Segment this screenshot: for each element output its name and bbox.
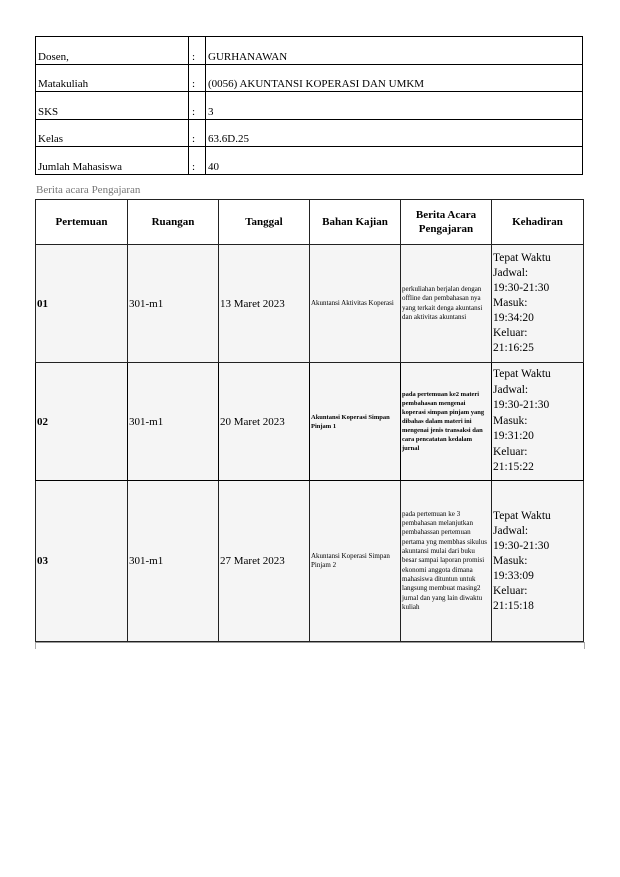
attendance-masuk-label: Masuk: [493, 297, 528, 309]
attendance-status: Tepat Waktu [493, 252, 551, 264]
cell-bahan-kajian: Akuntansi Aktivitas Koperasi [310, 245, 401, 363]
header-ruangan: Ruangan [128, 200, 219, 245]
info-row-matakuliah [36, 64, 583, 92]
info-value: GURHANAWAN [206, 37, 583, 65]
info-row-dosen [36, 37, 583, 65]
attendance-jadwal-label: Jadwal: [493, 267, 529, 279]
table-row [36, 245, 584, 363]
info-separator: : [189, 147, 206, 175]
info-label: Dosen, [36, 37, 189, 65]
table-continuation-edge [35, 642, 585, 649]
attendance-keluar-label: Keluar: [493, 327, 528, 339]
cell-ruangan: 301-m1 [128, 363, 219, 481]
cell-pertemuan: 01 [36, 245, 128, 363]
attendance-masuk: 19:33:09 [493, 569, 534, 582]
table-row [36, 363, 584, 481]
header-kehadiran: Kehadiran [492, 200, 584, 245]
cell-tanggal: 13 Maret 2023 [219, 245, 310, 363]
info-label: Kelas [36, 119, 189, 147]
cell-ruangan: 301-m1 [128, 245, 219, 363]
cell-bahan-kajian: Akuntansi Koperasi Simpan Pinjam 1 [310, 363, 401, 481]
info-separator: : [189, 119, 206, 147]
info-value: 3 [206, 92, 583, 120]
attendance-keluar-label: Keluar: [493, 445, 528, 458]
attendance-keluar: 21:15:18 [493, 599, 534, 612]
info-value: 40 [206, 147, 583, 175]
cell-kehadiran [492, 363, 584, 481]
attendance-keluar: 21:16:25 [493, 342, 534, 354]
attendance-jadwal: 19:30-21:30 [493, 399, 550, 412]
cell-berita-acara: pada pertemuan ke2 materi pembahasan mengenai koperasi simpan pinjam yang dibahas dalam materi ini mengenai jenis transaksi dan cara pencatatan kedalam jurnal [401, 363, 492, 481]
attendance-masuk: 19:34:20 [493, 312, 534, 324]
cell-kehadiran [492, 245, 584, 363]
attendance-masuk-label: Masuk: [493, 414, 528, 427]
header-berita-acara: Berita Acara Pengajaran [401, 200, 492, 245]
cell-kehadiran [492, 481, 584, 642]
info-separator: : [189, 37, 206, 65]
attendance-keluar: 21:15:22 [493, 461, 534, 474]
attendance-jadwal-label: Jadwal: [493, 524, 529, 537]
table-row [36, 481, 584, 642]
cell-pertemuan: 02 [36, 363, 128, 481]
course-info-table [35, 36, 583, 175]
header-tanggal: Tanggal [219, 200, 310, 245]
info-separator: : [189, 64, 206, 92]
header-bahan-kajian: Bahan Kajian [310, 200, 401, 245]
section-caption: Berita acara Pengajaran [36, 184, 141, 196]
cell-pertemuan: 03 [36, 481, 128, 642]
info-value: 63.6D.25 [206, 119, 583, 147]
info-label: Jumlah Mahasiswa [36, 147, 189, 175]
attendance-masuk-label: Masuk: [493, 554, 528, 567]
info-row-kelas [36, 119, 583, 147]
cell-ruangan: 301-m1 [128, 481, 219, 642]
attendance-jadwal: 19:30-21:30 [493, 539, 550, 552]
cell-tanggal: 20 Maret 2023 [219, 363, 310, 481]
info-separator: : [189, 92, 206, 120]
info-value: (0056) AKUNTANSI KOPERASI DAN UMKM [206, 64, 583, 92]
info-row-sks [36, 92, 583, 120]
info-label: Matakuliah [36, 64, 189, 92]
cell-berita-acara: perkuliahan berjalan dengan offline dan pembahasan nya yang terkait denga akuntansi dan aktivitas akuntansi [401, 245, 492, 363]
attendance-jadwal: 19:30-21:30 [493, 282, 550, 294]
cell-tanggal: 27 Maret 2023 [219, 481, 310, 642]
info-row-jumlah-mahasiswa [36, 147, 583, 175]
attendance-masuk: 19:31:20 [493, 430, 534, 443]
attendance-keluar-label: Keluar: [493, 584, 528, 597]
cell-bahan-kajian: Akuntansi Koperasi Simpan Pinjam 2 [310, 481, 401, 642]
header-pertemuan: Pertemuan [36, 200, 128, 245]
attendance-status: Tepat Waktu [493, 368, 551, 381]
table-header-row [36, 200, 584, 245]
info-label: SKS [36, 92, 189, 120]
attendance-status: Tepat Waktu [493, 509, 551, 522]
attendance-jadwal-label: Jadwal: [493, 383, 529, 396]
cell-berita-acara: pada pertemuan ke 3 pembahasan melanjutkan pembahassan pertemuan pertama yng membhas sikulus akuntansi mulai dari buku besar sampai laporan promisi ekonomi anggota dimana mahasiswa dituntun untuk langsung membuat masing2 jurnal dan yang lain diwaktu kuliah [401, 481, 492, 642]
teaching-log-table [35, 199, 584, 642]
